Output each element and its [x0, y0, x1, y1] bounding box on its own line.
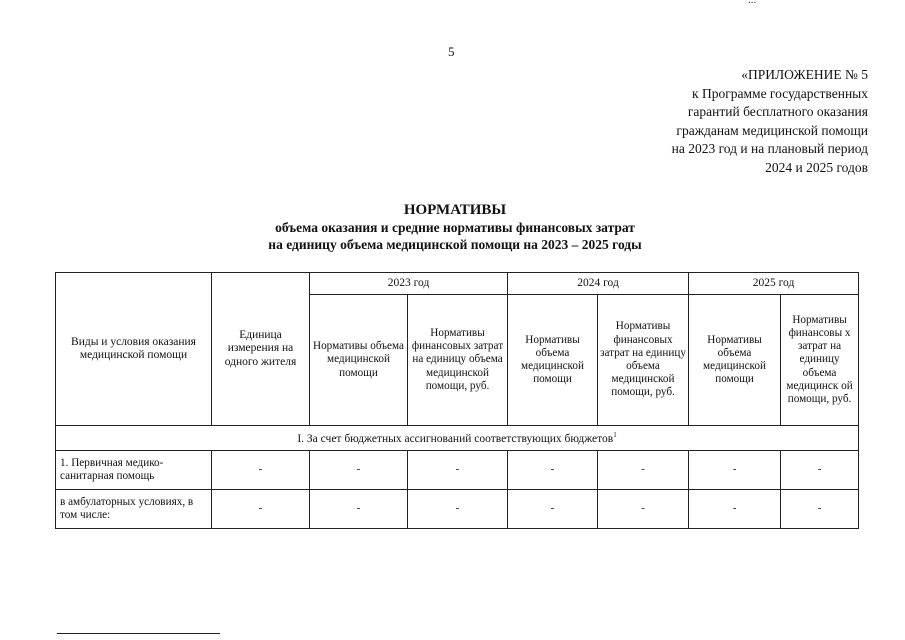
- table-row: [56, 451, 859, 490]
- table-cell: -: [598, 490, 689, 529]
- header-2023-cost: Нормативы финансовых затрат на единицу объема медицинской помощи, руб.: [408, 295, 508, 426]
- header-unit: Единица измерения на одного жителя: [212, 273, 310, 426]
- page-number: 5: [448, 44, 455, 59]
- table-cell: -: [310, 451, 408, 490]
- section-row: [56, 426, 859, 451]
- document-title: [100, 202, 810, 253]
- title-main: НОРМАТИВЫ: [403, 202, 507, 218]
- appendix-line: гарантий бесплатного оказания: [687, 104, 868, 119]
- table-cell: -: [408, 451, 508, 490]
- corner-mark: ...: [748, 0, 757, 6]
- header-2025-volume: Нормативы объема медицинской помощи: [689, 295, 781, 426]
- header-2023-volume: Нормативы объема медицинской помощи: [310, 295, 408, 426]
- appendix-line: гражданам медицинской помощи: [676, 122, 868, 138]
- footnote-separator: [57, 633, 220, 634]
- norms-table: [55, 272, 859, 529]
- table-cell: -: [212, 451, 310, 490]
- table-cell: -: [598, 451, 689, 490]
- appendix-header: [600, 66, 868, 177]
- table-cell: -: [212, 490, 310, 529]
- header-2025-cost: Нормативы финансовы х затрат на единицу объема медицинск ой помощи, руб.: [781, 295, 859, 426]
- row-label: в амбулаторных условиях, в том числе:: [56, 490, 212, 529]
- table-header-row: [56, 273, 859, 295]
- table-cell: -: [689, 451, 781, 490]
- table-cell: -: [781, 451, 859, 490]
- section-heading: [56, 426, 859, 451]
- table-cell: -: [310, 490, 408, 529]
- footnote-marker: 1: [613, 431, 617, 440]
- title-line: объема оказания и средние нормативы финансовых затрат: [275, 220, 635, 235]
- header-year-2024: 2024 год: [508, 273, 689, 295]
- row-label: 1. Первичная медико-санитарная помощь: [56, 451, 212, 490]
- table-cell: -: [408, 490, 508, 529]
- header-kind: Виды и условия оказания медицинской помощи: [56, 273, 212, 426]
- table-row: [56, 490, 859, 529]
- appendix-line: «ПРИЛОЖЕНИЕ № 5: [741, 67, 868, 82]
- appendix-line: 2024 и 2025 годов: [765, 159, 868, 175]
- section-text: I. За счет бюджетных ассигнований соответствующих бюджетов: [297, 433, 614, 446]
- table-cell: -: [508, 451, 598, 490]
- table-cell: -: [508, 490, 598, 529]
- title-line: на единицу объема медицинской помощи на 2023 – 2025 годы: [268, 237, 642, 252]
- table-cell: -: [781, 490, 859, 529]
- table-cell: -: [689, 490, 781, 529]
- header-2024-volume: Нормативы объема медицинской помощи: [508, 295, 598, 426]
- appendix-line: к Программе государственных: [692, 85, 868, 101]
- appendix-line: на 2023 год и на плановый период: [671, 141, 868, 156]
- header-year-2023: 2023 год: [310, 273, 508, 295]
- header-2024-cost: Нормативы финансовых затрат на единицу объема медицинской помощи, руб.: [598, 295, 689, 426]
- header-year-2025: 2025 год: [689, 273, 859, 295]
